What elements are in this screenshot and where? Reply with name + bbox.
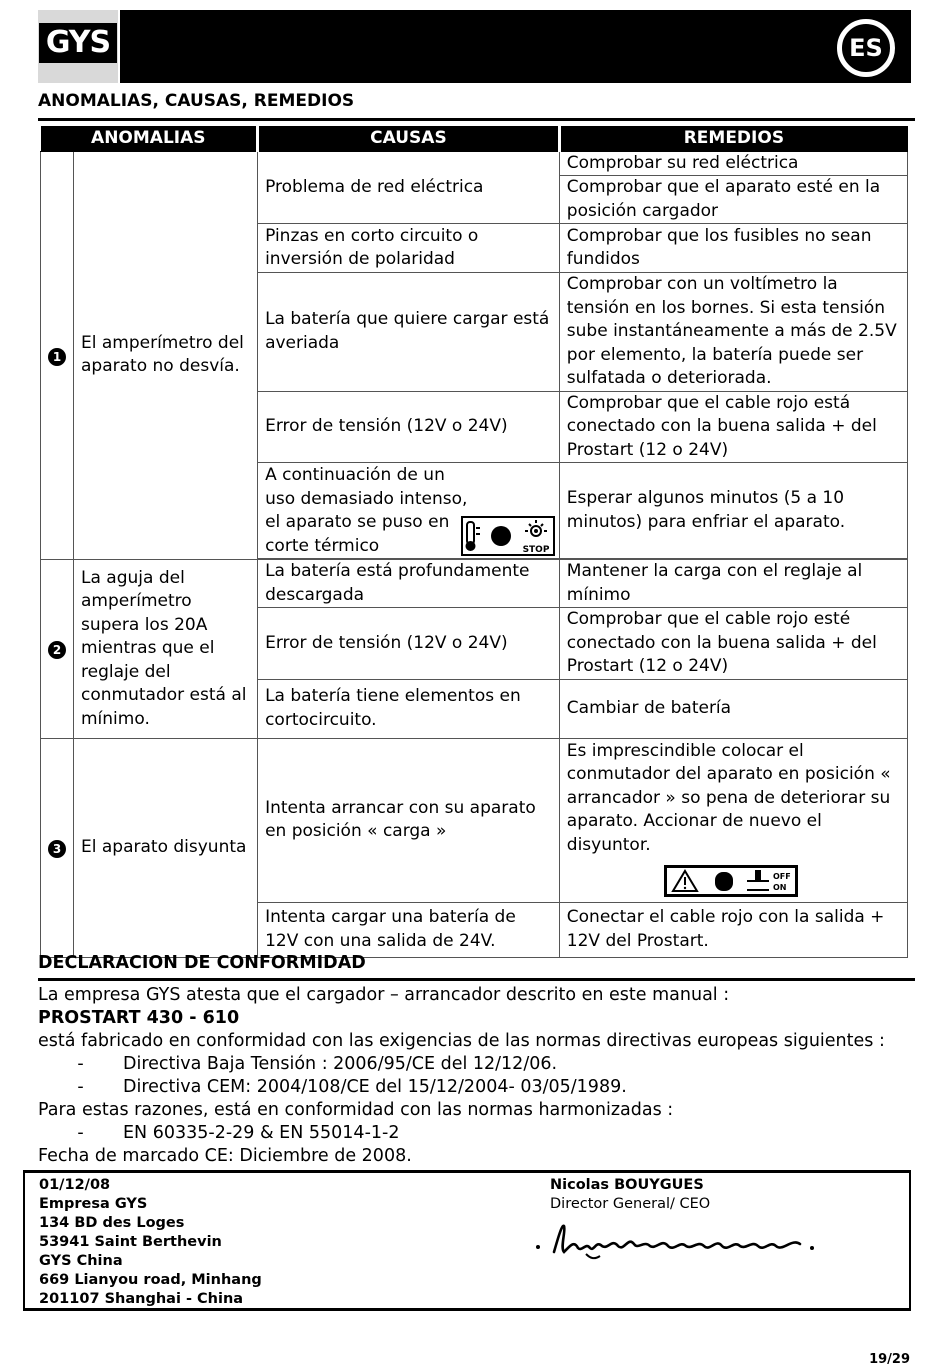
remedy-text: Comprobar que el cable rojo esté conectado con la buena salida + del Prostart (12 o 24V) — [559, 608, 907, 680]
norm-item: - EN 60335-2-29 & EN 55014-1-2 — [77, 1123, 400, 1143]
ce-date: Fecha de marcado CE: Diciembre de 2008. — [38, 1146, 412, 1166]
header-causas: CAUSAS — [258, 127, 560, 152]
declaration-rule — [38, 978, 915, 981]
cause-text: Problema de red eléctrica — [258, 151, 560, 224]
remedy-cell — [559, 738, 907, 902]
remedy-text: Conectar el cable rojo con la salida + 12V del Prostart. — [559, 902, 907, 957]
remedy-text: Comprobar con un voltímetro la tensión en los bornes. Si esta tensión sube instantáneamente a más de 2.5V por elemento, la batería puede ser sulfatada o deteriorada. — [559, 273, 907, 392]
declaration-intro: La empresa GYS atesta que el cargador – arrancador descrito en este manual : — [38, 985, 730, 1005]
handwritten-signature — [530, 1218, 830, 1267]
anomaly-text: El aparato disyunta — [74, 738, 258, 957]
anomaly-text: La aguja del amperímetro supera los 20A mientras que el reglaje del conmutador está al mínimo. — [74, 560, 258, 739]
signer-block — [550, 1176, 710, 1214]
declaration-title: DECLARACION DE CONFORMIDAD — [38, 953, 366, 973]
cause-text: Intenta arrancar con su aparato en posición « carga » — [258, 738, 560, 902]
logo-separator — [118, 10, 120, 83]
remedy-text: Comprobar su red eléctrica — [559, 151, 907, 176]
group-number: 3 — [41, 738, 74, 957]
thermal-stop-icon — [461, 516, 555, 556]
remedy-text: Cambiar de batería — [559, 679, 907, 738]
gys-logo-text: GYS — [39, 23, 117, 63]
title-rule — [38, 118, 915, 121]
reasons-text: Para estas razones, está en conformidad con las normas harmonizadas : — [38, 1100, 674, 1120]
group-number: 2 — [41, 560, 74, 739]
cause-text: La batería que quiere cargar está averiada — [258, 273, 560, 392]
declaration-made-text: está fabricado en conformidad con las exigencias de las normas directivas europeas siguientes : — [38, 1031, 885, 1051]
remedy-text: Esperar algunos minutos (5 a 10 minutos) para enfriar el aparato. — [559, 463, 907, 559]
signer-title: Director General/ CEO — [550, 1196, 711, 1212]
header-bar — [38, 10, 911, 83]
group-number: 1 — [41, 151, 74, 560]
gys-logo — [38, 10, 118, 83]
remedy-text: Mantener la carga con el reglaje al mínimo — [559, 560, 907, 608]
stop-label: STOP — [522, 545, 550, 554]
cause-text: Intenta cargar una batería de 12V con una salida de 24V. — [258, 902, 560, 957]
remedy-text: Comprobar que el cable rojo está conectado con la buena salida + del Prostart (12 o 24V) — [559, 391, 907, 463]
cause-text: A continuación de un uso demasiado intenso, el aparato se puso en corte térmico — [265, 465, 468, 556]
company-address: 01/12/08 Empresa GYS 134 BD des Loges 53941 Saint Berthevin GYS China 669 Lianyou road, Minhang 201107 Shanghai - China — [39, 1177, 262, 1307]
directive-item: - Directiva CEM: 2004/108/CE del 15/12/2004- 03/05/1989. — [77, 1077, 627, 1097]
anomalies-table — [40, 126, 908, 958]
cause-text: Error de tensión (12V o 24V) — [258, 391, 560, 463]
product-name: PROSTART 430 - 610 — [38, 1008, 240, 1028]
page-number: 19/29 — [869, 1352, 910, 1367]
cause-cell — [258, 463, 560, 559]
signature-box — [23, 1170, 911, 1311]
language-badge: ES — [837, 19, 895, 77]
cause-text: La batería está profundamente descargada — [258, 560, 560, 608]
header-remedios: REMEDIOS — [559, 127, 907, 152]
header-anomalias: ANOMALIAS — [41, 127, 258, 152]
signer-name: Nicolas BOUYGUES — [550, 1177, 704, 1193]
cause-text: Error de tensión (12V o 24V) — [258, 608, 560, 680]
on-label: ON — [773, 883, 787, 892]
off-on-switch-icon — [664, 865, 798, 897]
section-title: ANOMALIAS, CAUSAS, REMEDIOS — [38, 91, 355, 111]
remedy-text: Es imprescindible colocar el conmutador del aparato en posición « arrancador » so pena de deteriorar su aparato. Accionar de nuevo el disyuntor. — [566, 740, 891, 855]
cause-text: Pinzas en corto circuito o inversión de polaridad — [258, 224, 560, 273]
cause-text: La batería tiene elementos en cortocircuito. — [258, 679, 560, 738]
off-label: OFF — [773, 872, 792, 881]
remedy-text: Comprobar que los fusibles no sean fundidos — [559, 224, 907, 273]
remedy-text: Comprobar que el aparato esté en la posición cargador — [559, 176, 907, 224]
directive-item: - Directiva Baja Tensión : 2006/95/CE del 12/12/06. — [77, 1054, 558, 1074]
anomaly-text: El amperímetro del aparato no desvía. — [74, 151, 258, 560]
